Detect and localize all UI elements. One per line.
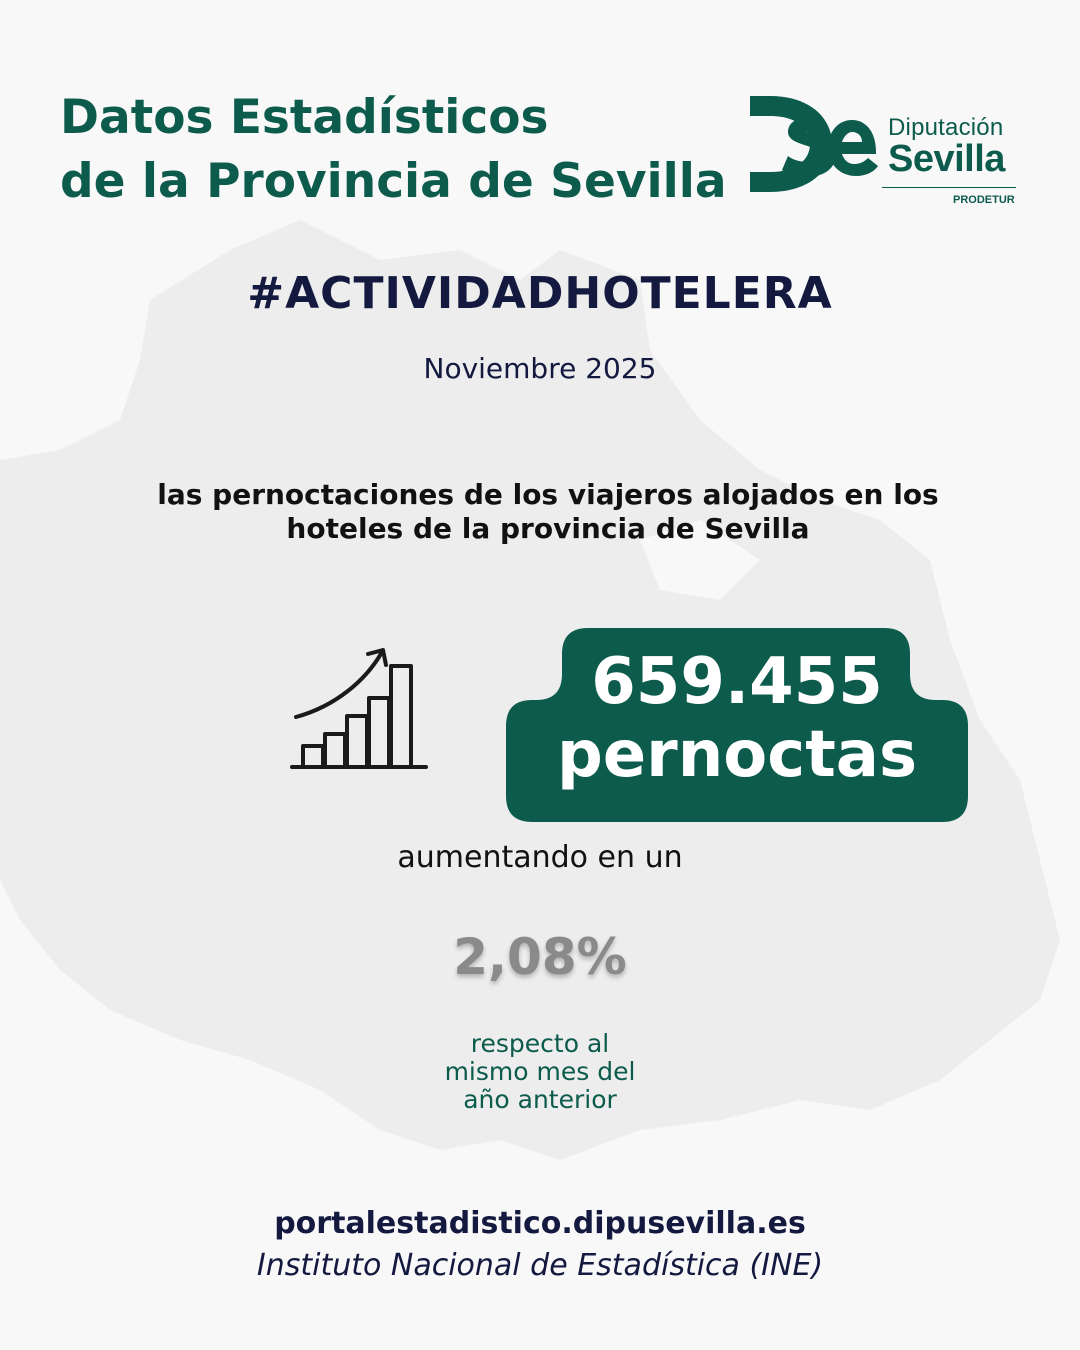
percent-change: 2,08% [453,928,627,986]
increase-label: aumentando en un [397,840,683,875]
page-title [60,86,727,214]
comparison-line-1: respecto al [470,1029,610,1058]
comparison-line-2: mismo mes del [444,1057,636,1086]
month-label: Noviembre 2025 [423,352,657,385]
description-line-1: las pernoctaciones de los viajeros alojados en los [157,478,939,511]
diputacion-logo-mark [748,92,882,196]
hashtag-heading: #ACTIVIDADHOTELERA [247,268,833,319]
logo-text-prodetur: PRODETUR [953,194,1015,206]
diputacion-logo [748,92,1028,212]
title-line-1: Datos Estadísticos [60,90,549,145]
highlight-badge [506,644,968,790]
data-source: Instituto Nacional de Estadística (INE) [256,1248,824,1283]
description [90,478,1006,546]
website-link[interactable]: portalestadistico.dipusevilla.es [274,1206,806,1241]
comparison-line-3: año anterior [463,1085,617,1114]
comparison-note [0,1030,1080,1114]
logo-divider [882,187,1016,188]
logo-text-sevilla: Sevilla [888,138,1005,180]
logo-text-diputacion: Diputación [888,114,1004,141]
growth-chart-icon [286,640,436,780]
title-line-2: de la Provincia de Sevilla [60,154,727,209]
description-line-2: hoteles de la provincia de Sevilla [286,512,810,545]
highlight-value: 659.455 [591,645,883,719]
highlight-unit: pernoctas [556,718,918,792]
